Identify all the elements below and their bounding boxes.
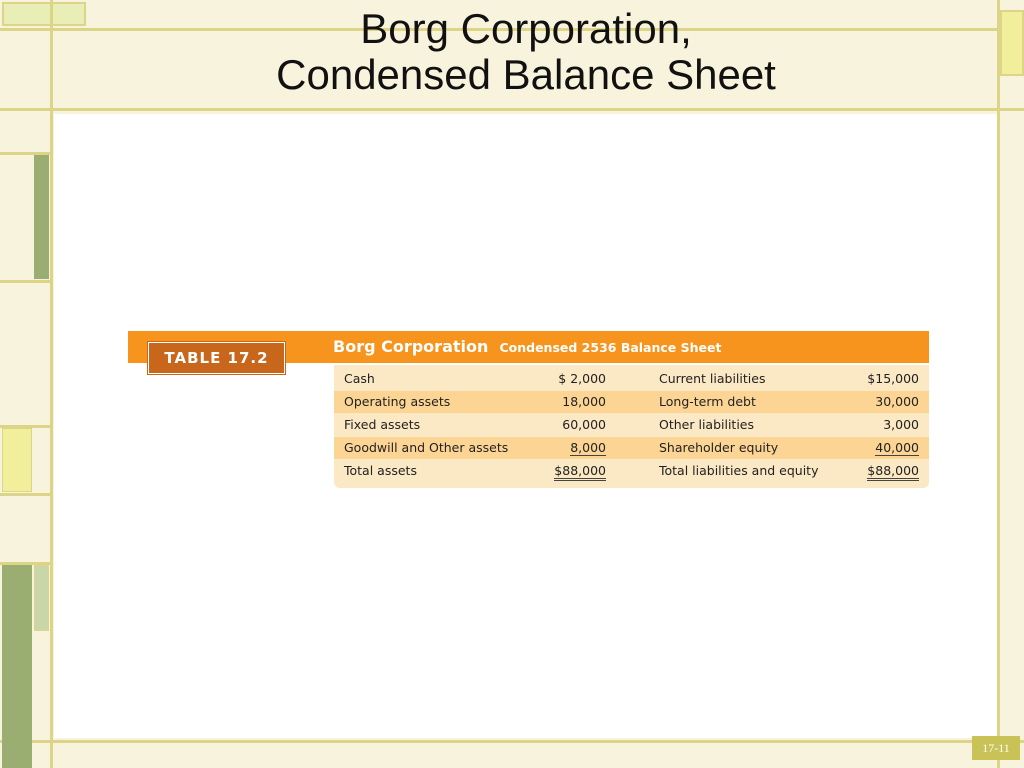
decor-green-bar — [34, 155, 49, 279]
asset-value: $88,000 — [554, 463, 606, 481]
liability-label: Other liabilities — [659, 417, 755, 432]
decor-light-green-block — [34, 565, 49, 631]
table-subtitle: Condensed 2536 Balance Sheet — [499, 340, 722, 355]
liability-value: $88,000 — [867, 463, 919, 481]
decor-line — [50, 0, 53, 768]
decor-line — [0, 493, 50, 496]
liability-label: Total liabilities and equity — [659, 463, 819, 478]
liability-value: 30,000 — [875, 394, 919, 409]
asset-label: Total assets — [344, 463, 417, 478]
table-row — [334, 414, 929, 436]
balance-sheet-table — [334, 365, 929, 488]
asset-value: 60,000 — [562, 417, 606, 432]
table-row — [334, 437, 929, 459]
title-line-1: Borg Corporation, — [360, 5, 692, 52]
table-row-total — [334, 460, 929, 482]
liability-label: Current liabilities — [659, 371, 766, 386]
asset-label: Cash — [344, 371, 375, 386]
table-row — [334, 391, 929, 413]
asset-label: Operating assets — [344, 394, 451, 409]
asset-label: Goodwill and Other assets — [344, 440, 509, 455]
asset-value: 8,000 — [570, 440, 606, 455]
decor-line — [0, 740, 1024, 743]
page-title — [54, 6, 998, 98]
decor-right-block — [1000, 10, 1024, 76]
decor-line — [0, 108, 1024, 111]
table-company-name: Borg Corporation — [333, 337, 489, 356]
asset-value: 18,000 — [562, 394, 606, 409]
liability-label: Long-term debt — [659, 394, 756, 409]
title-line-2: Condensed Balance Sheet — [276, 51, 776, 98]
table-row — [334, 368, 929, 390]
table-title — [333, 337, 721, 356]
asset-value: $ 2,000 — [558, 371, 606, 386]
asset-label: Fixed assets — [344, 417, 421, 432]
decor-line — [0, 280, 50, 283]
decor-green-bar — [2, 565, 32, 768]
table-badge: TABLE 17.2 — [148, 342, 285, 374]
liability-value: $15,000 — [867, 371, 919, 386]
decor-line — [997, 0, 1000, 768]
liability-value: 3,000 — [883, 417, 919, 432]
liability-value: 40,000 — [875, 440, 919, 455]
decor-yellow-block — [2, 428, 32, 492]
liability-label: Shareholder equity — [659, 440, 779, 455]
page-number: 17-11 — [972, 736, 1020, 760]
